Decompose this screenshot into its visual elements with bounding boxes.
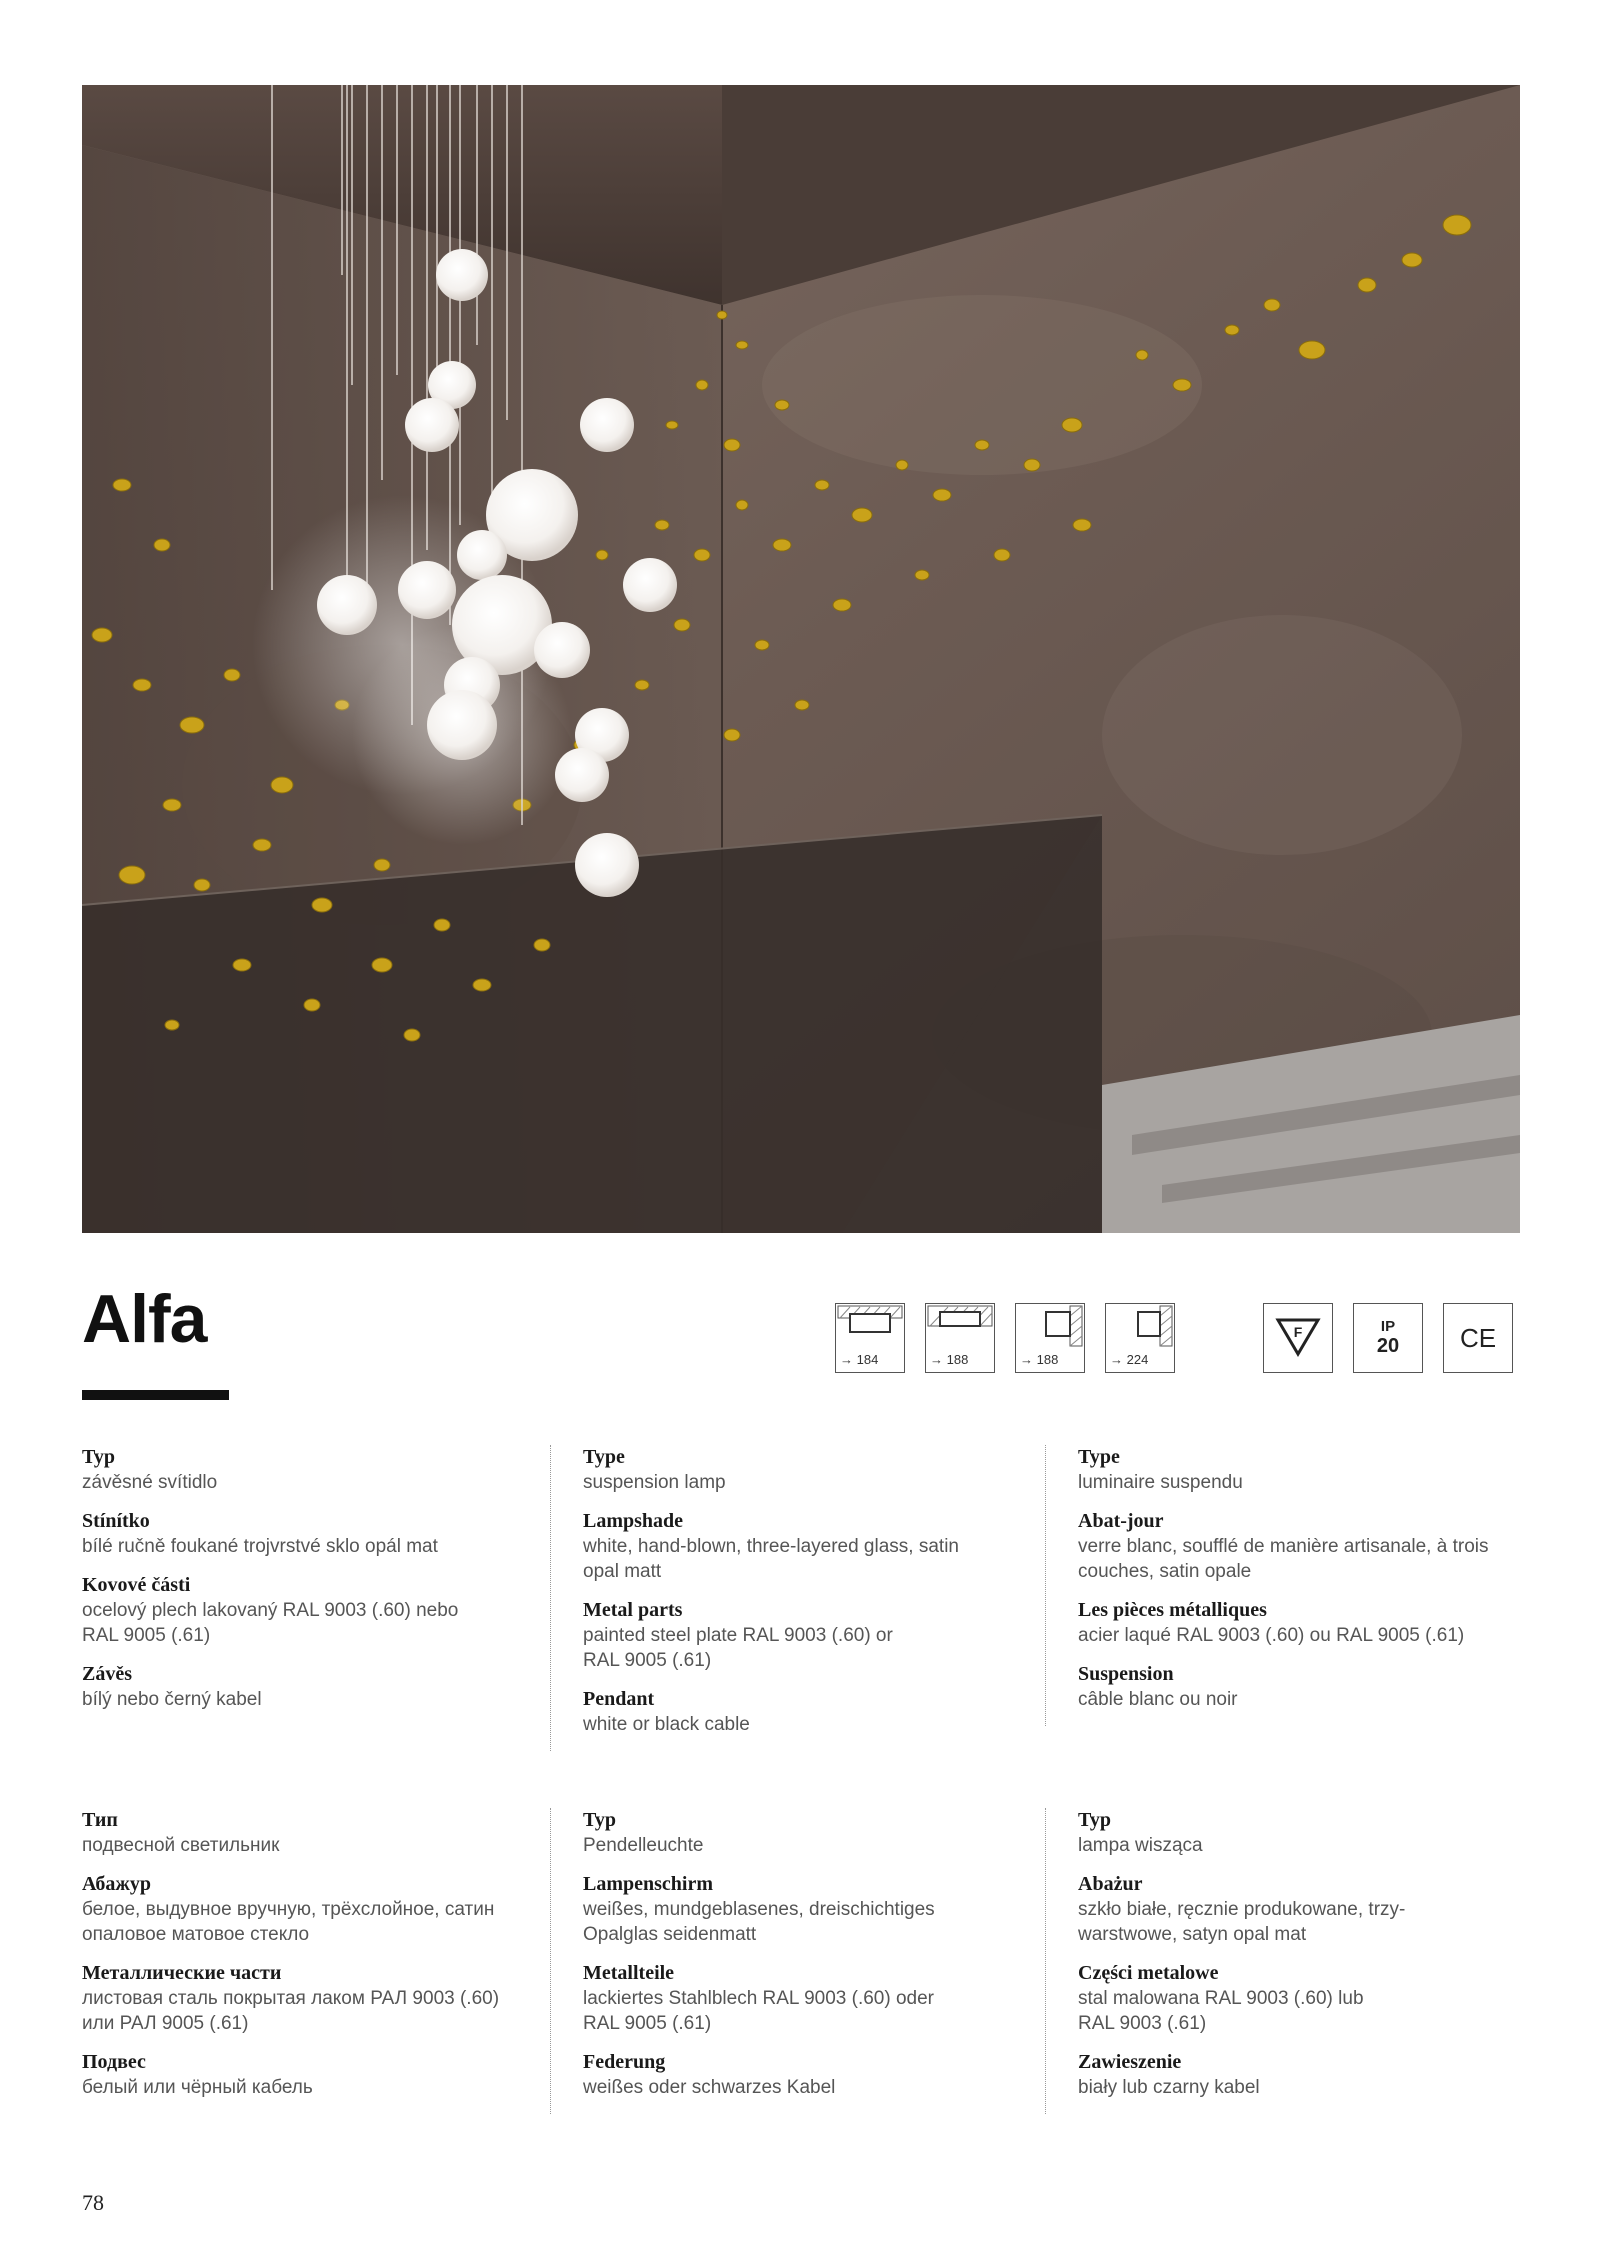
spec-label: Metal parts: [583, 1599, 683, 1621]
spec-label: Тип: [82, 1809, 118, 1831]
hero-photo: [82, 85, 1520, 1233]
spec-label: Abażur: [1078, 1873, 1143, 1895]
spec-label: Abat-jour: [1078, 1510, 1164, 1532]
spec-label: Type: [1078, 1446, 1120, 1468]
spec-label: Suspension: [1078, 1663, 1174, 1685]
product-title: Alfa: [82, 1281, 207, 1357]
spec-label: Lampshade: [583, 1510, 684, 1532]
ceiling-mount-icon: [835, 1303, 905, 1373]
wall-mount-icon: [1015, 1303, 1085, 1373]
spec-column-fr: [1045, 1445, 1518, 1726]
spec-label: Подвес: [82, 2051, 146, 2073]
spec-value: bílé ručně foukané trojvrstvé sklo opál mat: [82, 1536, 438, 1557]
spec-label: Kovové části: [82, 1574, 191, 1596]
spec-label: Typ: [1078, 1809, 1111, 1831]
spec-label: Металлические части: [82, 1962, 282, 1984]
mount-label: → 184: [840, 1352, 879, 1367]
spec-value: acier laqué RAL 9003 (.60) ou RAL 9005 (.61): [1078, 1625, 1465, 1646]
spec-label: Federung: [583, 2051, 666, 2073]
ip-label: IP: [1380, 1318, 1396, 1335]
spec-column-de: [550, 1808, 983, 2114]
spec-value: lackiertes Stahlblech RAL 9003 (.60) oder RAL 9005 (.61): [583, 1988, 934, 2034]
spec-value: stal malowana RAL 9003 (.60) lub RAL 9003 (.61): [1078, 1988, 1364, 2034]
spec-label: Stínítko: [82, 1510, 150, 1532]
spec-label: Typ: [583, 1809, 616, 1831]
spec-label: Závěs: [82, 1663, 132, 1685]
spec-value: suspension lamp: [583, 1472, 726, 1493]
spec-column-cs: [82, 1445, 522, 1726]
ce-mark-text: CE: [1459, 1323, 1497, 1353]
mount-label: → 188: [930, 1352, 969, 1367]
spec-value: luminaire suspendu: [1078, 1472, 1243, 1493]
icon-strip: [0, 1303, 1600, 1375]
spec-value: белое, выдувное вручную, трёхслойное, сатин опаловое матовое стекло: [82, 1899, 495, 1945]
spec-label: Les pièces métalliques: [1078, 1599, 1267, 1621]
spec-label: Metallteile: [583, 1962, 675, 1984]
spec-value: weißes oder schwarzes Kabel: [583, 2077, 836, 2098]
spec-label: Абажур: [82, 1873, 152, 1895]
wall-mount-icon: [1105, 1303, 1175, 1373]
spec-label: Zawieszenie: [1078, 2051, 1182, 2073]
spec-value: Pendelleuchte: [583, 1835, 704, 1856]
f-mark-icon: [1263, 1303, 1333, 1373]
recessed-ceiling-icon: [925, 1303, 995, 1373]
title-underline: [82, 1390, 229, 1400]
ce-mark-icon: [1443, 1303, 1513, 1373]
f-mark-letter: F: [1293, 1324, 1303, 1340]
spec-value: white, hand-blown, three-layered glass, satin opal matt: [583, 1536, 959, 1582]
ip-value: 20: [1376, 1335, 1400, 1357]
spec-value: závěsné svítidlo: [82, 1472, 218, 1493]
spec-value: weißes, mundgeblasenes, dreischichtiges Opalglas seidenmatt: [583, 1899, 935, 1945]
ip-rating-icon: [1353, 1303, 1423, 1373]
spec-label: Type: [583, 1446, 625, 1468]
spec-value: câble blanc ou noir: [1078, 1689, 1238, 1710]
spec-value: szkło białe, ręcznie produkowane, trzy-warstwowe, satyn opal mat: [1078, 1899, 1406, 1945]
spec-value: lampa wisząca: [1078, 1835, 1203, 1856]
spec-value: verre blanc, soufflé de manière artisanale, à trois couches, satin opale: [1078, 1536, 1489, 1582]
spec-value: bílý nebo černý kabel: [82, 1689, 262, 1710]
spec-value: листовая сталь покрытая лаком РАЛ 9003 (.60) или РАЛ 9005 (.61): [82, 1988, 500, 2034]
interior-scene: [82, 85, 1520, 1233]
spec-value: белый или чёрный кабель: [82, 2077, 313, 2098]
spec-value: white or black cable: [583, 1714, 750, 1735]
spec-value: painted steel plate RAL 9003 (.60) or RAL 9005 (.61): [583, 1625, 893, 1671]
spec-label: Pendant: [583, 1688, 655, 1710]
spec-column-pl: [1045, 1808, 1518, 2114]
spec-label: Lampenschirm: [583, 1873, 713, 1895]
spec-column-ru: [82, 1808, 522, 2114]
spec-label: Typ: [82, 1446, 115, 1468]
spec-value: ocelový plech lakovaný RAL 9003 (.60) nebo RAL 9005 (.61): [82, 1600, 459, 1646]
page-number: 78: [82, 2190, 104, 2215]
spec-value: biały lub czarny kabel: [1078, 2077, 1260, 2098]
spec-column-en: [550, 1445, 983, 1751]
spec-label: Części metalowe: [1078, 1962, 1219, 1984]
spec-value: подвесной светильник: [82, 1835, 280, 1856]
mount-label: → 188: [1020, 1352, 1059, 1367]
mount-label: → 224: [1110, 1352, 1149, 1367]
